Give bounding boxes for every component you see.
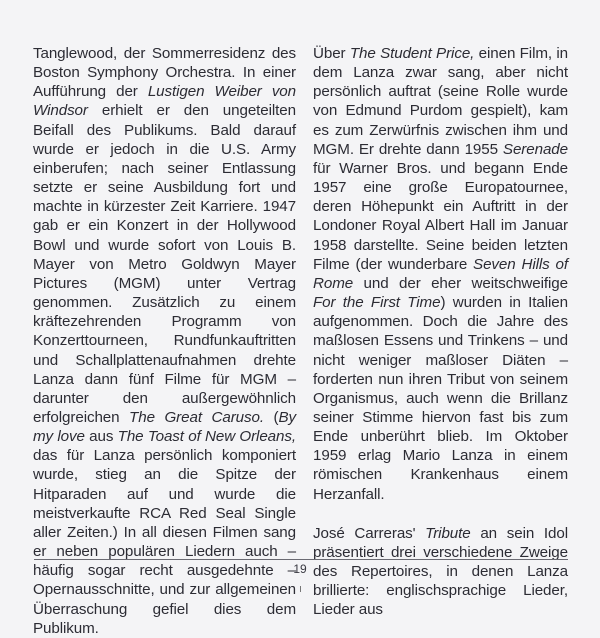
footer-rule xyxy=(34,559,568,560)
title-text: The Great Caruso. xyxy=(129,408,264,426)
body-text: für Warner Bros. und begann Ende 1957 eine große Europatournee, deren Höhepunkt ein Auftritt in der Londoner Royal Albert Hall im Januar 1958 darstellte. Seine beiden letzten Filme (der wunderbare xyxy=(313,159,568,273)
title-text: The Student Price, xyxy=(349,45,475,62)
title-text: By my love xyxy=(33,408,296,446)
right-column xyxy=(313,44,568,620)
title-text: Lustigen Weiber von Windsor xyxy=(33,83,297,120)
title-text: Tribute xyxy=(425,524,471,542)
body-text: Tanglewood, der Sommerresidenz des Boston Symphony Orchestra. In einer Aufführung der xyxy=(33,45,296,101)
body-text: erhielt er den ungeteilten Beifall des Publikums. Bald darauf wurde er jedoch in die U.S. Army einberufen; nach seiner Entlassung setzte er seine Ausbildung fort und machte in kürzester Zeit Karriere. 1947 gab er ein Konzert in der Hollywood Bowl und wurde sofort von Louis B. Mayer von Metro Goldwyn Mayer Pictures (MGM) unter Vertrag genommen. Zusätzlich zu einem kräftezehrenden Programm von Konzerttourneen, Rundfunkauftritten und Schallplattenaufnahmen drehte Lanza dann fünf Filme für MGM – darunter den außergewöhnlich erfolgreichen xyxy=(33,102,296,426)
body-text: José Carreras' xyxy=(313,524,426,542)
title-text: The Toast of New Orleans, xyxy=(117,428,296,446)
title-text: For the First Time xyxy=(313,294,441,312)
body-text: ) wurden in Italien aufgenommen. Doch die Jahre des maßlosen Essens und Trinkens – und nicht weniger maßloser Diäten – forderten nun ihren Tribut von seinem Organismus, auch wenn die Brillanz seiner Stimme hiervon fast bis zum Ende unberührt blieb. Im Oktober 1959 erlag Mario Lanza in einem römischen Krankenhaus einem Herzanfall. xyxy=(313,294,568,503)
title-text: Seven Hills of Rome xyxy=(313,255,568,292)
body-text: einen Film, in dem Lanza zwar sang, aber nicht persönlich auftrat (seine Rolle wurde von Edmund Purdom gespielt), kam es zum Zerwürfnis zwischen ihm und MGM. Er drehte dann 1955 xyxy=(313,45,568,158)
body-text: aus xyxy=(84,428,118,446)
page-number: 19 xyxy=(293,562,307,576)
body-text: ( xyxy=(263,408,279,426)
body-text: das für Lanza persönlich komponiert wurde, stieg an die Spitze der Hitparaden auf und wurde die meistverkaufte RCA Red Seal Single aller Zeiten.) In all diesen Filmen sang er neben populären Liedern auch – häufig sogar recht ausgedehnte – Opernausschnitte, und zur allgemeinen Überraschung gefiel dies dem Publikum. xyxy=(33,447,296,637)
paragraph xyxy=(313,524,568,620)
paragraph xyxy=(313,44,568,504)
left-column xyxy=(33,44,296,638)
body-text: Über xyxy=(313,45,350,62)
body-text: und der eher weitschweifige xyxy=(353,274,568,292)
title-text: Serenade xyxy=(502,140,568,158)
paragraph xyxy=(33,44,296,638)
footer-tick xyxy=(300,586,301,592)
body-text: an sein Idol präsentiert drei verschiedene Zweige des Repertoires, in denen Lanza brillierte: englischsprachige Lieder, Lieder aus xyxy=(313,524,568,619)
